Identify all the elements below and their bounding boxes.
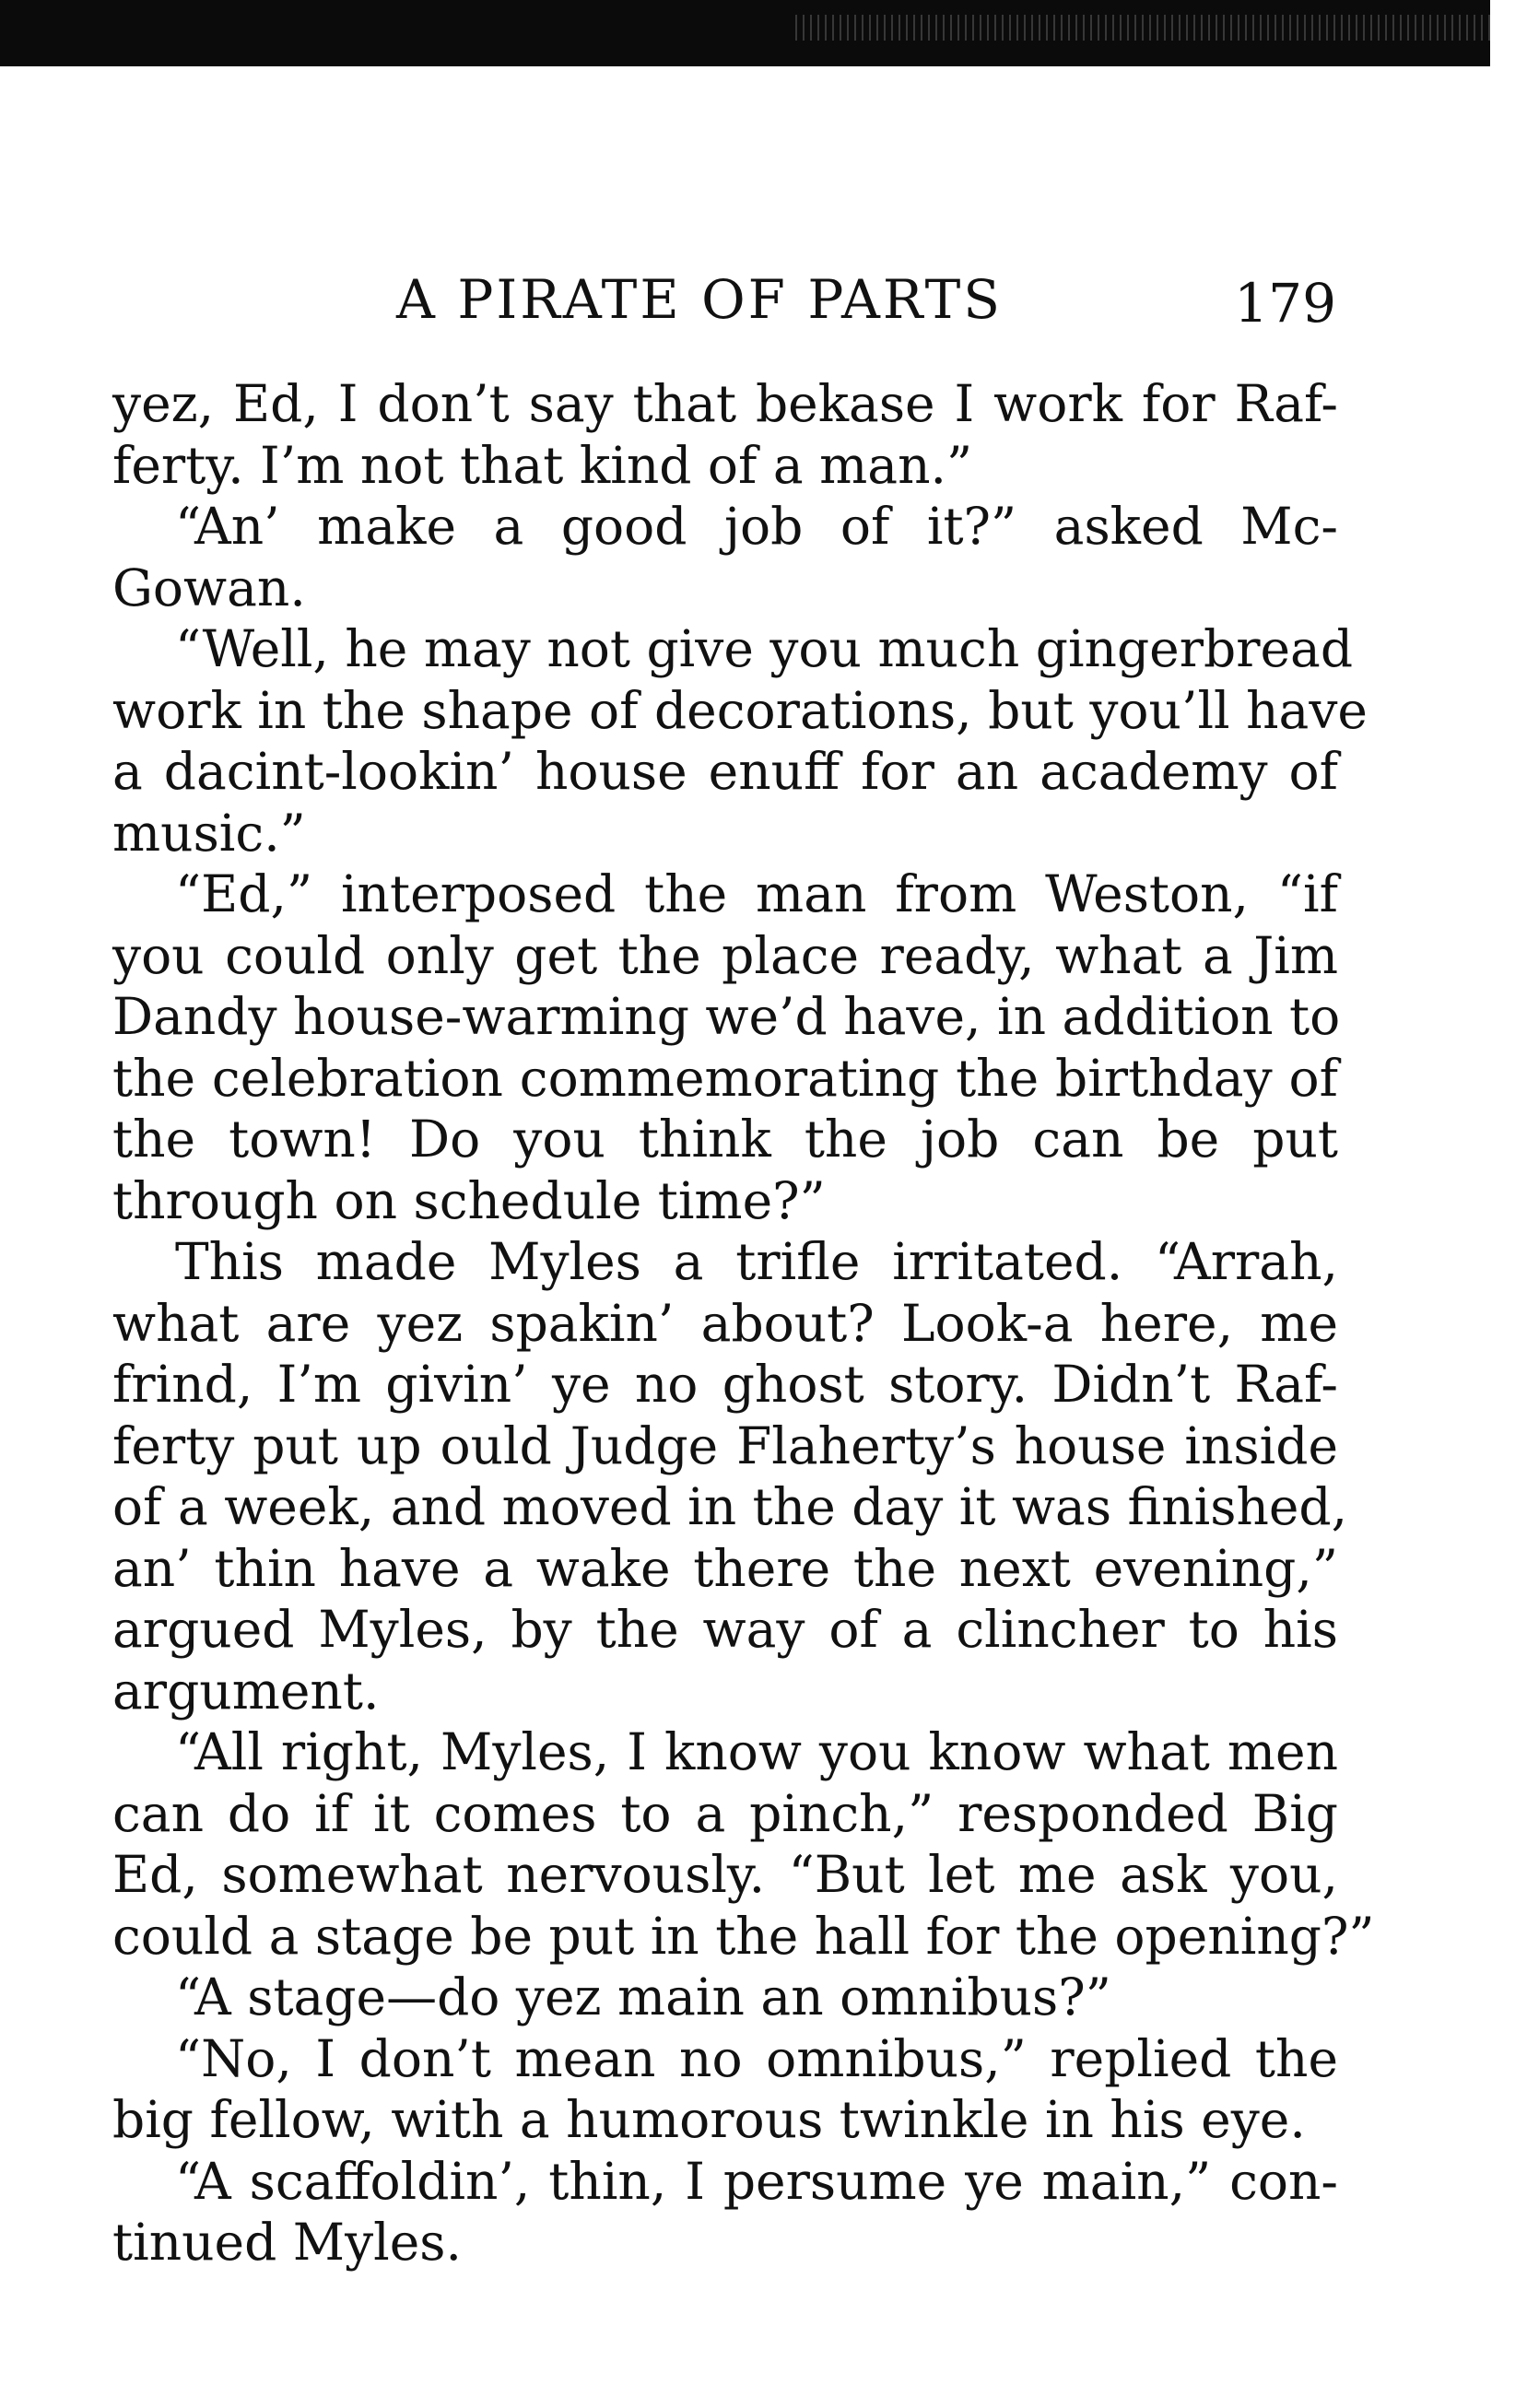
text-line: tinued Myles. [112, 2213, 463, 2272]
text-line: ferty. I’m not that kind of a man.” [112, 435, 973, 495]
text-line: the celebration commemorating the birthday of [112, 1048, 1338, 1108]
text-line: big fellow, with a humorous twinkle in his eye. [112, 2090, 1306, 2149]
scan-noise [790, 15, 1490, 41]
text-line: through on schedule time?” [112, 1170, 826, 1230]
text-line: This made Myles a trifle irritated. “Arrah, [175, 1232, 1338, 1291]
text-line: “An’ make a good job of it?” asked Mc- [175, 497, 1338, 556]
text-line: ferty put up ould Judge Flaherty’s house inside [112, 1415, 1338, 1475]
text-line: what are yez spakin’ about? Look-a here, me [112, 1293, 1338, 1353]
text-line: argument. [112, 1661, 380, 1721]
text-line: yez, Ed, I don’t say that bekase I work for Raf- [112, 374, 1338, 433]
text-line: can do if it comes to a pinch,” responded Big [112, 1783, 1338, 1843]
text-line: Dandy house-warming we’d have, in addition to [112, 987, 1341, 1046]
text-line: you could only get the place ready, what a Jim [112, 925, 1338, 985]
text-line: could a stage be put in the hall for the opening?” [112, 1906, 1375, 1966]
text-line: of a week, and moved in the day it was finished, [112, 1477, 1348, 1536]
body-text [112, 373, 1375, 2273]
text-line: Ed, somewhat nervously. “But let me ask you, [112, 1845, 1338, 1904]
text-line: an’ thin have a wake there the next evening,” [112, 1538, 1338, 1598]
text-line: “No, I don’t mean no omnibus,” replied the [175, 2028, 1338, 2088]
text-line: “Well, he may not give you much gingerbread [175, 619, 1354, 678]
text-line: “A scaffoldin’, thin, I persume ye main,” con- [175, 2151, 1338, 2211]
text-line: music.” [112, 803, 306, 863]
page-number: 179 [1234, 272, 1336, 335]
running-title: A PIRATE OF PARTS [396, 268, 1003, 331]
text-line: work in the shape of decorations, but you’ll have [112, 680, 1368, 740]
text-line: argued Myles, by the way of a clincher to his [112, 1600, 1338, 1659]
text-line: Gowan. [112, 558, 306, 617]
text-line: the town! Do you think the job can be put [112, 1110, 1338, 1169]
text-line: “All right, Myles, I know you know what men [175, 1722, 1338, 1781]
scan-edge-bar [0, 0, 1490, 66]
running-head [111, 258, 1336, 341]
text-line: “A stage—do yez main an omnibus?” [175, 1968, 1111, 2026]
text-line: frind, I’m givin’ ye no ghost story. Didn’t Raf- [112, 1355, 1338, 1414]
text-line: “Ed,” interposed the man from Weston, “if [175, 864, 1338, 923]
text-line: a dacint-lookin’ house enuff for an academy of [112, 742, 1338, 801]
